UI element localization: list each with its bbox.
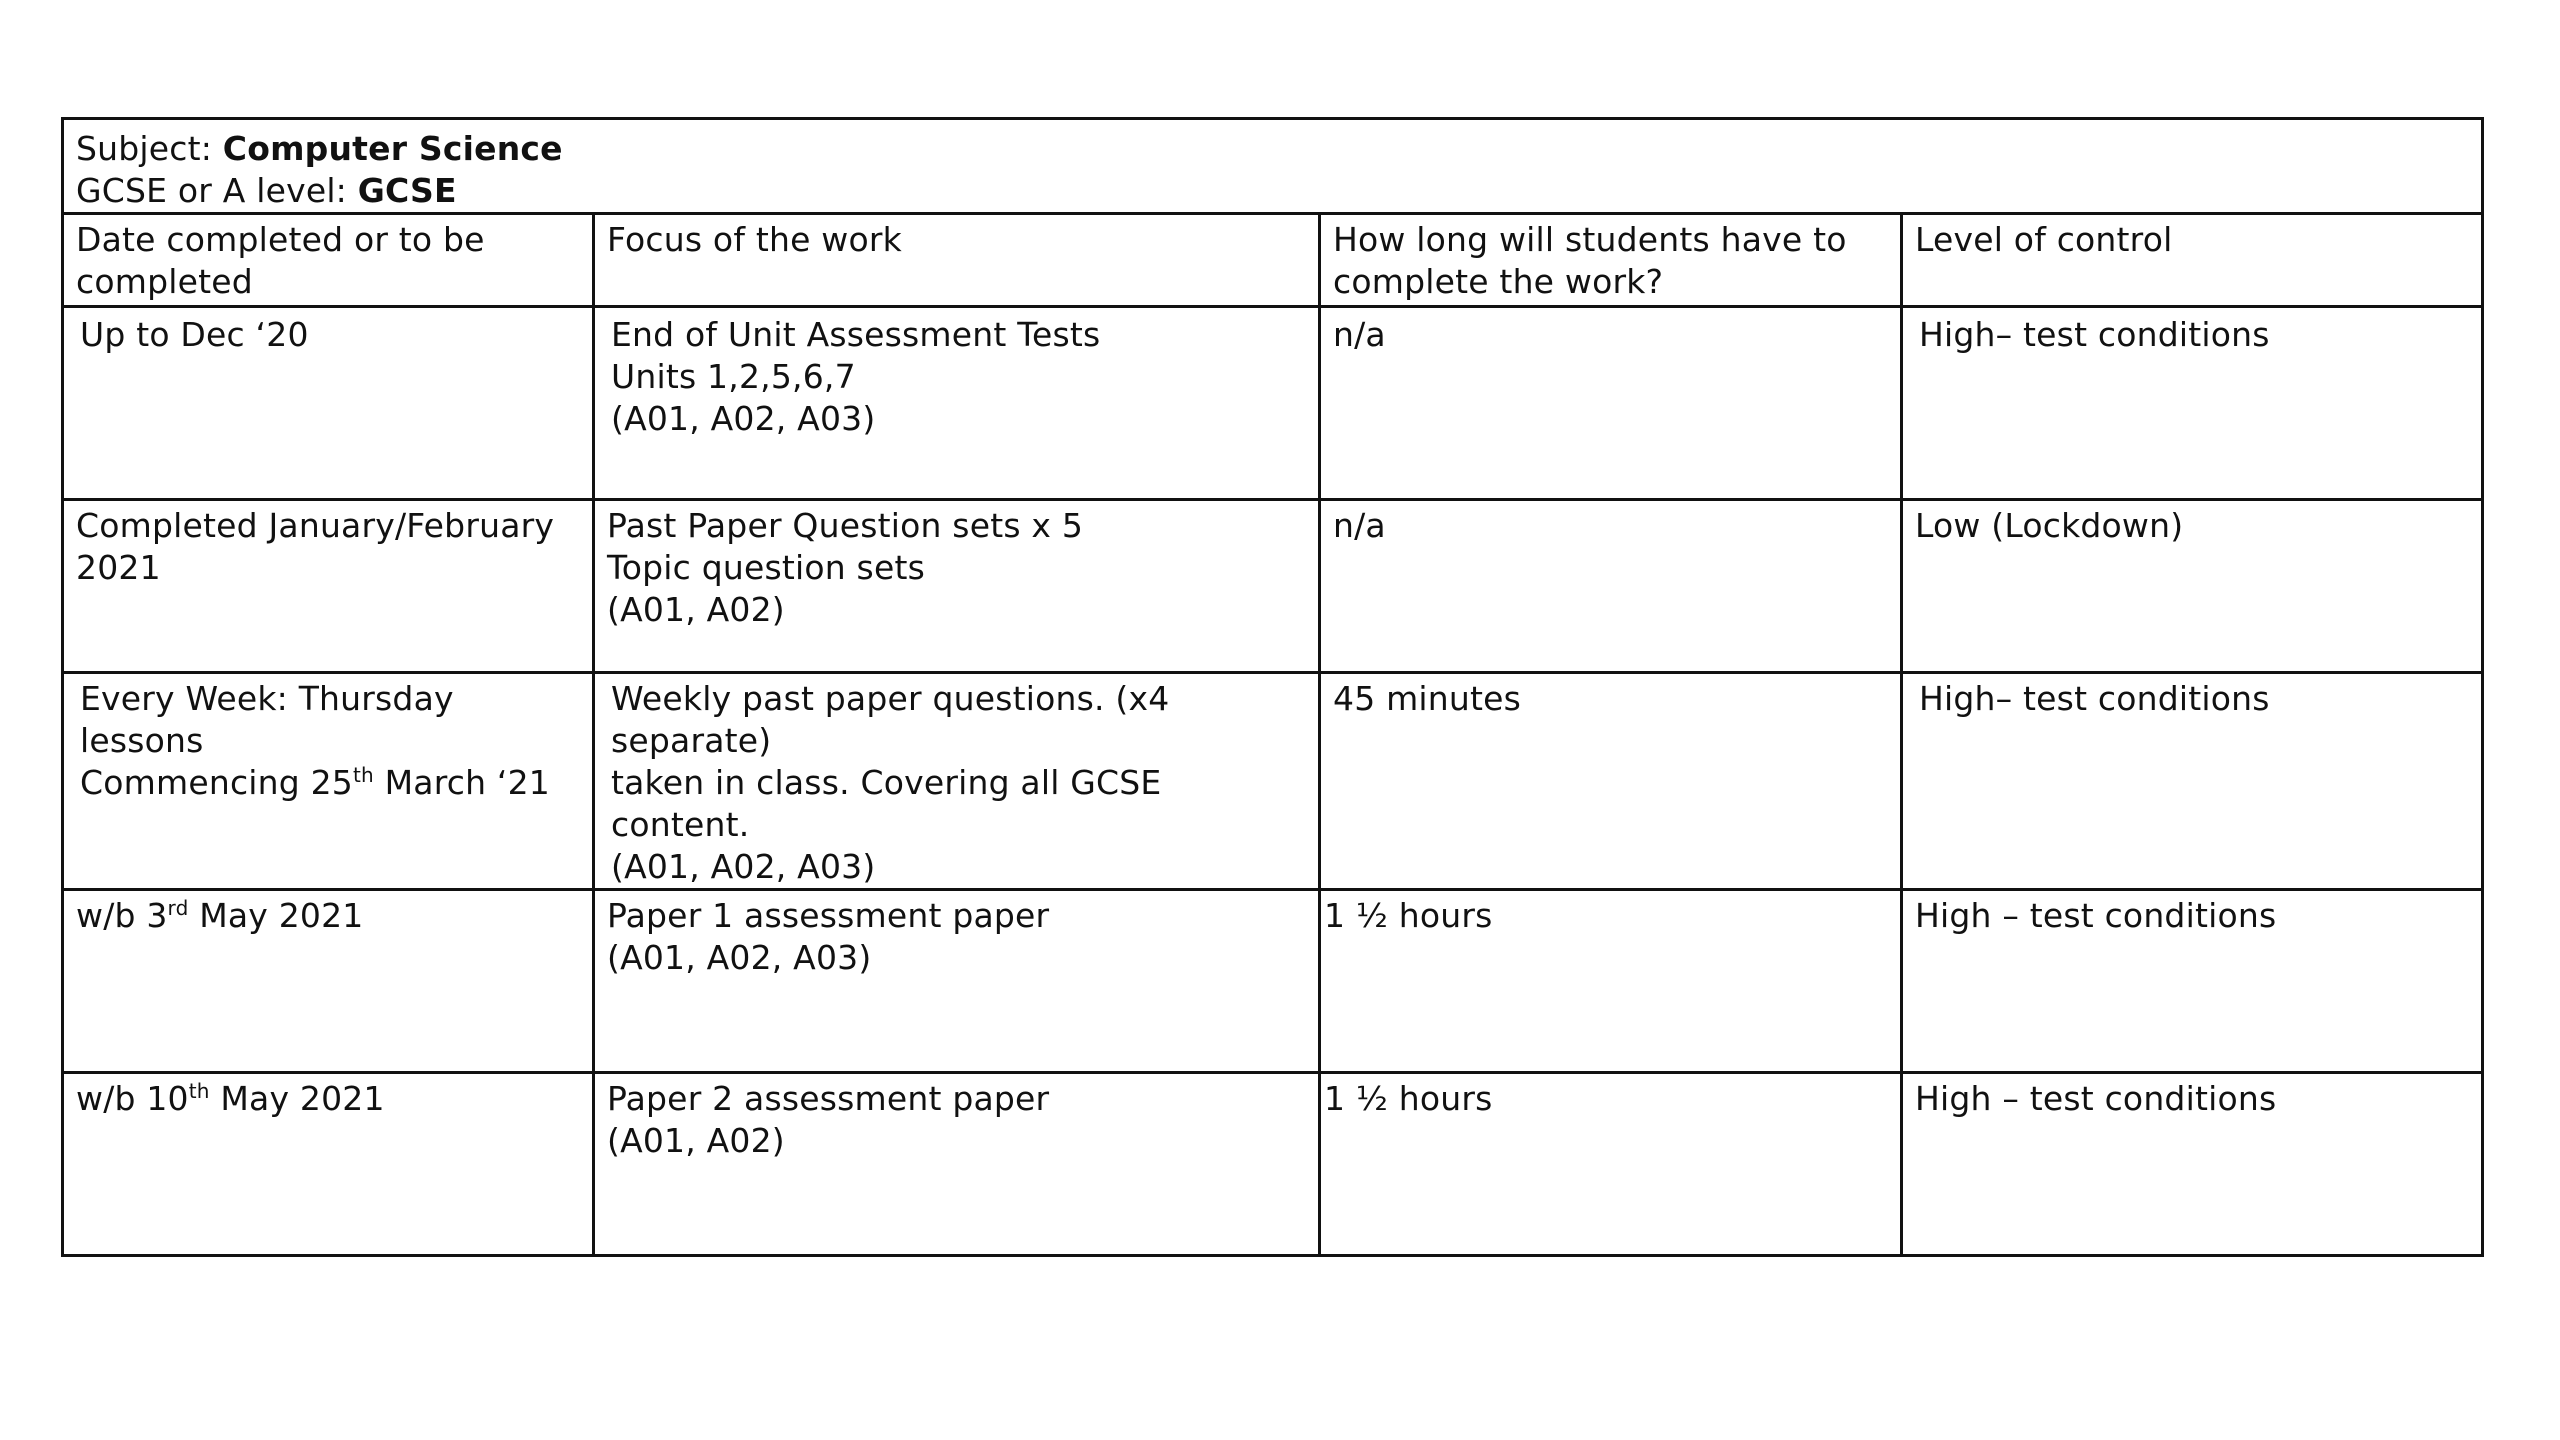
subject-line: [76, 128, 2469, 170]
focus-line: Past Paper Question sets x 5: [607, 506, 1084, 545]
table-row: [63, 307, 2483, 500]
date-ordinal: th: [188, 1079, 210, 1103]
date-text: Commencing 25: [80, 763, 353, 802]
column-header-date: Date completed or to be completed: [63, 214, 594, 307]
date-text: May 2021: [209, 1079, 385, 1118]
control-cell: High– test conditions: [1902, 307, 2483, 500]
focus-line: (A01, A02, A03): [611, 847, 876, 886]
duration-cell: 1 ½ hours: [1320, 890, 1902, 1073]
control-cell: High– test conditions: [1902, 673, 2483, 890]
subject-header-row: [63, 119, 2483, 214]
control-cell: High – test conditions: [1902, 890, 2483, 1073]
date-ordinal: rd: [167, 896, 189, 920]
subject-label: Subject:: [76, 129, 223, 168]
duration-cell: n/a: [1320, 500, 1902, 673]
focus-cell: [594, 673, 1320, 890]
column-header-control: Level of control: [1902, 214, 2483, 307]
date-text: w/b 3: [76, 896, 168, 935]
focus-cell: [594, 307, 1320, 500]
date-cell: [63, 1073, 594, 1256]
date-cell: [63, 673, 594, 890]
table-row: [63, 500, 2483, 673]
date-text: March ‘21: [373, 763, 550, 802]
control-cell: High – test conditions: [1902, 1073, 2483, 1256]
focus-cell: [594, 890, 1320, 1073]
date-cell: Completed January/February 2021: [63, 500, 594, 673]
focus-line: Paper 2 assessment paper: [607, 1079, 1050, 1118]
focus-line: taken in class. Covering all GCSE content.: [611, 763, 1173, 844]
column-header-focus: Focus of the work: [594, 214, 1320, 307]
focus-line: Topic question sets: [607, 548, 925, 587]
date-line: Every Week: Thursday lessons: [80, 679, 465, 760]
focus-cell: [594, 1073, 1320, 1256]
subject-value: Computer Science: [222, 129, 563, 168]
focus-line: Weekly past paper questions. (x4 separate): [611, 679, 1181, 760]
date-cell: [63, 890, 594, 1073]
date-cell: Up to Dec ‘20: [63, 307, 594, 500]
duration-cell: 45 minutes: [1320, 673, 1902, 890]
focus-cell: [594, 500, 1320, 673]
duration-cell: n/a: [1320, 307, 1902, 500]
column-header-duration: How long will students have to complete the work?: [1320, 214, 1902, 307]
focus-line: Paper 1 assessment paper: [607, 896, 1050, 935]
table-row: [63, 1073, 2483, 1256]
date-line: [80, 762, 580, 804]
assessment-document: [61, 117, 2481, 1257]
date-ordinal: th: [353, 763, 374, 787]
focus-line: (A01, A02): [607, 590, 785, 629]
focus-line: (A01, A02, A03): [611, 399, 876, 438]
table-row: [63, 673, 2483, 890]
subject-header-cell: [63, 119, 2483, 214]
level-value: GCSE: [357, 171, 457, 210]
table-row: [63, 890, 2483, 1073]
focus-line: (A01, A02, A03): [607, 938, 872, 977]
duration-cell: 1 ½ hours: [1320, 1073, 1902, 1256]
date-text: May 2021: [188, 896, 364, 935]
assessment-table: [61, 117, 2484, 1257]
focus-line: Units 1,2,5,6,7: [611, 357, 856, 396]
control-cell: Low (Lockdown): [1902, 500, 2483, 673]
date-text: w/b 10: [76, 1079, 189, 1118]
level-label: GCSE or A level:: [76, 171, 358, 210]
column-header-row: [63, 214, 2483, 307]
level-line: [76, 170, 2469, 212]
focus-line: (A01, A02): [607, 1121, 785, 1160]
focus-line: End of Unit Assessment Tests: [611, 315, 1101, 354]
